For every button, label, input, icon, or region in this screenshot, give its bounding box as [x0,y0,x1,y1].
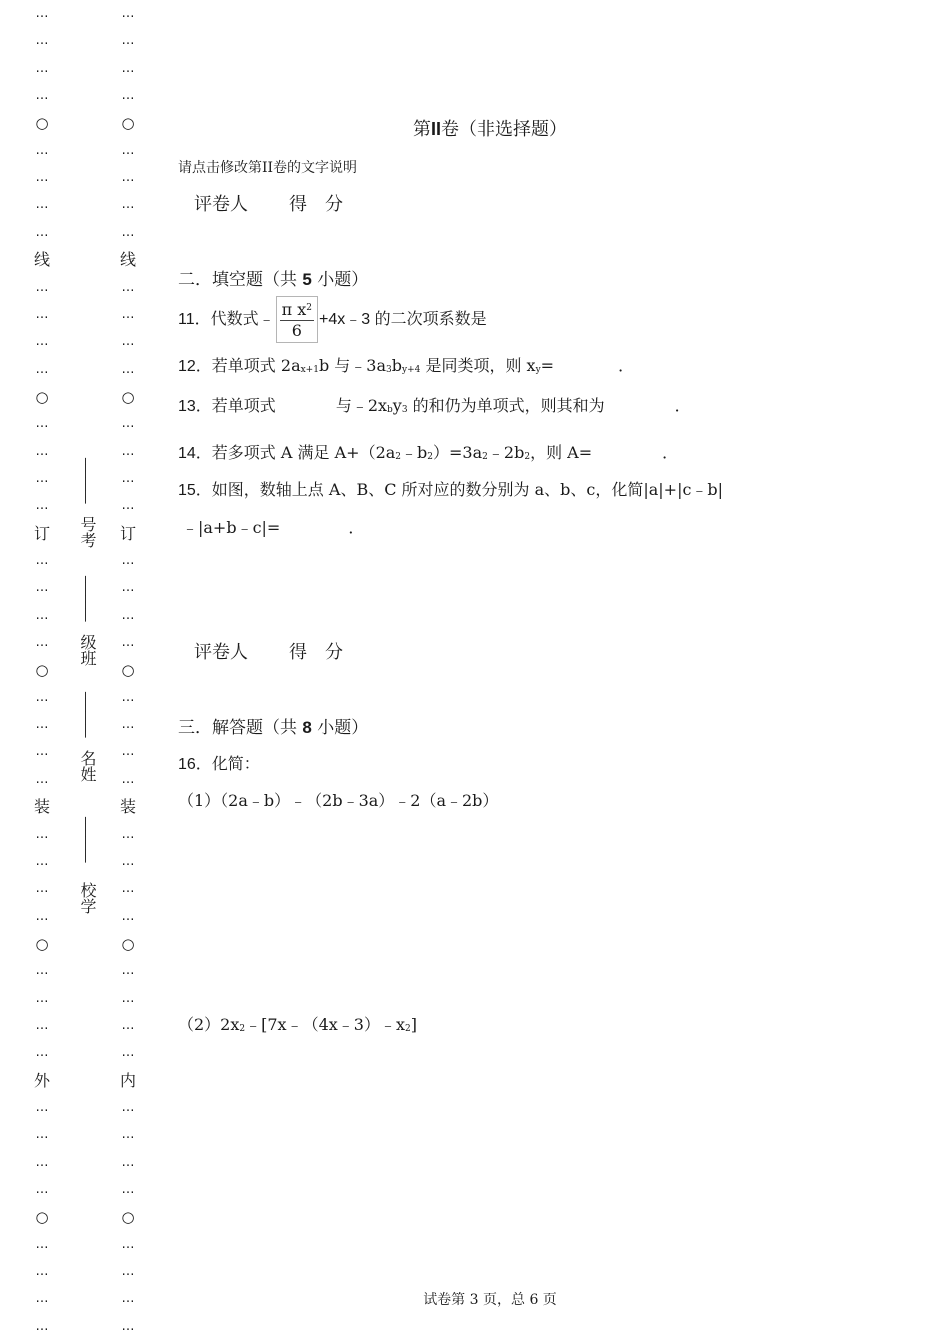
question-15-line-2: ﹣|a+b﹣c|= ． [182,518,365,537]
binding-mark-right-14: ○ [121,387,135,406]
binding-mark-left-18: … [35,498,49,514]
grader-label-2: 评卷人 [194,642,248,663]
binding-mark-left-24: ○ [35,661,49,680]
binding-mark-left-25: … [35,689,49,705]
binding-mark-left-35: … [35,963,49,979]
binding-mark-right-42: … [121,1154,135,1170]
binding-mark-left-19: 订 [33,523,50,543]
binding-mark-right-1: … [121,33,135,49]
binding-mark-right-0: … [121,6,135,21]
binding-mark-left-31: … [35,853,49,869]
binding-mark-right-23: … [121,635,135,651]
info-field-exam-number: _______ 号考 [70,448,96,550]
binding-mark-right-27: … [121,744,135,760]
binding-mark-left-9: 线 [33,250,50,270]
binding-mark-left-2: … [35,60,49,76]
binding-mark-left-37: … [35,1017,49,1033]
binding-mark-right-40: … [121,1100,135,1115]
binding-mark-right-46: … [121,1264,135,1280]
binding-mark-right-4: ○ [121,114,135,133]
binding-mark-left-40: … [35,1100,49,1115]
page-footer: 试卷第 3 页，总 6 页 [423,1292,557,1308]
binding-mark-right-43: … [121,1182,135,1198]
binding-mark-left-28: … [35,771,49,787]
binding-mark-right-22: … [121,607,135,623]
binding-mark-right-17: … [121,470,135,486]
binding-mark-left-47: … [35,1291,49,1307]
binding-mark-left-0: … [35,6,49,21]
binding-mark-left-21: … [35,580,49,596]
binding-mark-right-41: … [121,1127,135,1143]
binding-mark-right-7: … [121,197,135,213]
binding-mark-right-48: … [121,1318,135,1334]
binding-mark-right-2: … [121,60,135,76]
part-note[interactable]: 请点击修改第II卷的文字说明 [178,160,358,176]
binding-mark-left-3: … [35,88,49,104]
question-15: 15．如图，数轴上点 A、B、C 所对应的数分别为 a、b、c，化简|a|+|c﹣b| [178,480,724,499]
binding-mark-left-7: … [35,197,49,213]
binding-mark-right-10: … [121,279,135,295]
binding-mark-left-30: … [35,826,49,842]
info-field-school: _______ 校学 [70,800,96,916]
binding-mark-left-36: … [35,990,49,1006]
binding-mark-right-28: … [121,771,135,787]
binding-mark-right-25: … [121,689,135,705]
binding-mark-left-39: 外 [33,1070,50,1090]
binding-mark-left-38: … [35,1045,49,1061]
binding-mark-left-17: … [35,470,49,486]
binding-mark-left-4: ○ [35,114,49,133]
section-3-heading: 三．解答题（共 8 小题） [178,718,369,738]
binding-mark-right-8: … [121,224,135,240]
binding-mark-right-16: … [121,443,135,459]
grader-label: 评卷人 [194,194,248,215]
binding-mark-right-37: … [121,1017,135,1033]
binding-mark-left-16: … [35,443,49,459]
binding-mark-right-39: 内 [119,1070,136,1090]
binding-mark-left-44: ○ [35,1208,49,1227]
binding-mark-left-12: … [35,334,49,350]
binding-mark-left-29: 装 [33,797,50,817]
binding-mark-right-29: 装 [119,797,136,817]
info-label-school: 校学 [78,882,97,914]
binding-mark-right-19: 订 [119,523,136,543]
binding-mark-right-33: … [121,908,135,924]
binding-mark-left-11: … [35,306,49,322]
binding-mark-left-10: … [35,279,49,295]
binding-mark-left-41: … [35,1127,49,1143]
binding-mark-right-18: … [121,498,135,514]
binding-mark-left-48: … [35,1318,49,1334]
question-12: 12．若单项式 2ax+1b 与﹣3a3by+4 是同类项，则 xy= ． [178,356,635,375]
score-label: 得 分 [289,194,343,215]
binding-mark-left-22: … [35,607,49,623]
binding-mark-left-27: … [35,744,49,760]
binding-mark-right-5: … [121,142,135,158]
fraction-pi-x2-over-6: $\frac{\pi x^2}{6}$ [276,296,318,343]
binding-mark-left-5: … [35,142,49,158]
binding-mark-right-44: ○ [121,1208,135,1227]
binding-mark-left-8: … [35,224,49,240]
binding-mark-right-34: ○ [121,934,135,953]
binding-mark-right-32: … [121,881,135,897]
info-label-class: 级班 [78,634,97,666]
binding-mark-right-13: … [121,361,135,377]
section-2-heading: 二．填空题（共 5 小题） [178,270,369,290]
question-13: 13．若单项式 与﹣2xby3 的和仍为单项式，则其和为 ． [178,396,691,415]
binding-mark-left-6: … [35,170,49,186]
binding-mark-left-26: … [35,717,49,733]
binding-mark-left-1: … [35,33,49,49]
info-label-name: 名姓 [78,750,97,782]
question-16-part-1: （1）（2a﹣b）﹣（2b﹣3a）﹣2（a﹣2b） [178,791,499,810]
binding-mark-left-34: ○ [35,934,49,953]
binding-mark-right-36: … [121,990,135,1006]
binding-mark-right-6: … [121,170,135,186]
part-title: 第II卷（非选择题） [412,119,567,140]
binding-mark-left-20: … [35,553,49,568]
binding-mark-right-47: … [121,1291,135,1307]
question-11: 11．代数式﹣ $\frac{\pi x^2}{6}$ +4x﹣3 的二次项系数是 [178,296,487,343]
binding-mark-left-46: … [35,1264,49,1280]
info-field-name: _______ 名姓 [70,682,96,784]
binding-mark-right-3: … [121,88,135,104]
binding-mark-right-35: … [121,963,135,979]
score-label-2: 得 分 [289,642,343,663]
binding-mark-left-43: … [35,1182,49,1198]
binding-mark-left-14: ○ [35,387,49,406]
binding-mark-right-15: … [121,416,135,432]
question-14: 14．若多项式 A 满足 A+（2a2﹣b2）=3a2﹣2b2，则 A= ． [178,443,679,462]
binding-mark-right-24: ○ [121,661,135,680]
question-16-part-2: （2）2x2﹣[7x﹣（4x﹣3）﹣x2] [178,1015,417,1034]
binding-mark-right-20: … [121,553,135,568]
binding-mark-right-31: … [121,853,135,869]
binding-mark-left-15: … [35,416,49,432]
binding-mark-right-9: 线 [119,250,136,270]
binding-mark-right-12: … [121,334,135,350]
binding-mark-right-21: … [121,580,135,596]
binding-mark-left-45: … [35,1236,49,1252]
binding-mark-right-38: … [121,1045,135,1061]
question-16: 16．化简： [178,754,260,773]
info-label-exam-number: 号考 [78,516,97,548]
binding-mark-left-32: … [35,881,49,897]
binding-mark-left-23: … [35,635,49,651]
binding-mark-right-11: … [121,306,135,322]
binding-mark-right-30: … [121,826,135,842]
binding-mark-left-42: … [35,1154,49,1170]
info-field-class: _______ 级班 [70,566,96,668]
binding-mark-right-26: … [121,717,135,733]
binding-mark-left-13: … [35,361,49,377]
binding-mark-right-45: … [121,1236,135,1252]
binding-mark-left-33: … [35,908,49,924]
